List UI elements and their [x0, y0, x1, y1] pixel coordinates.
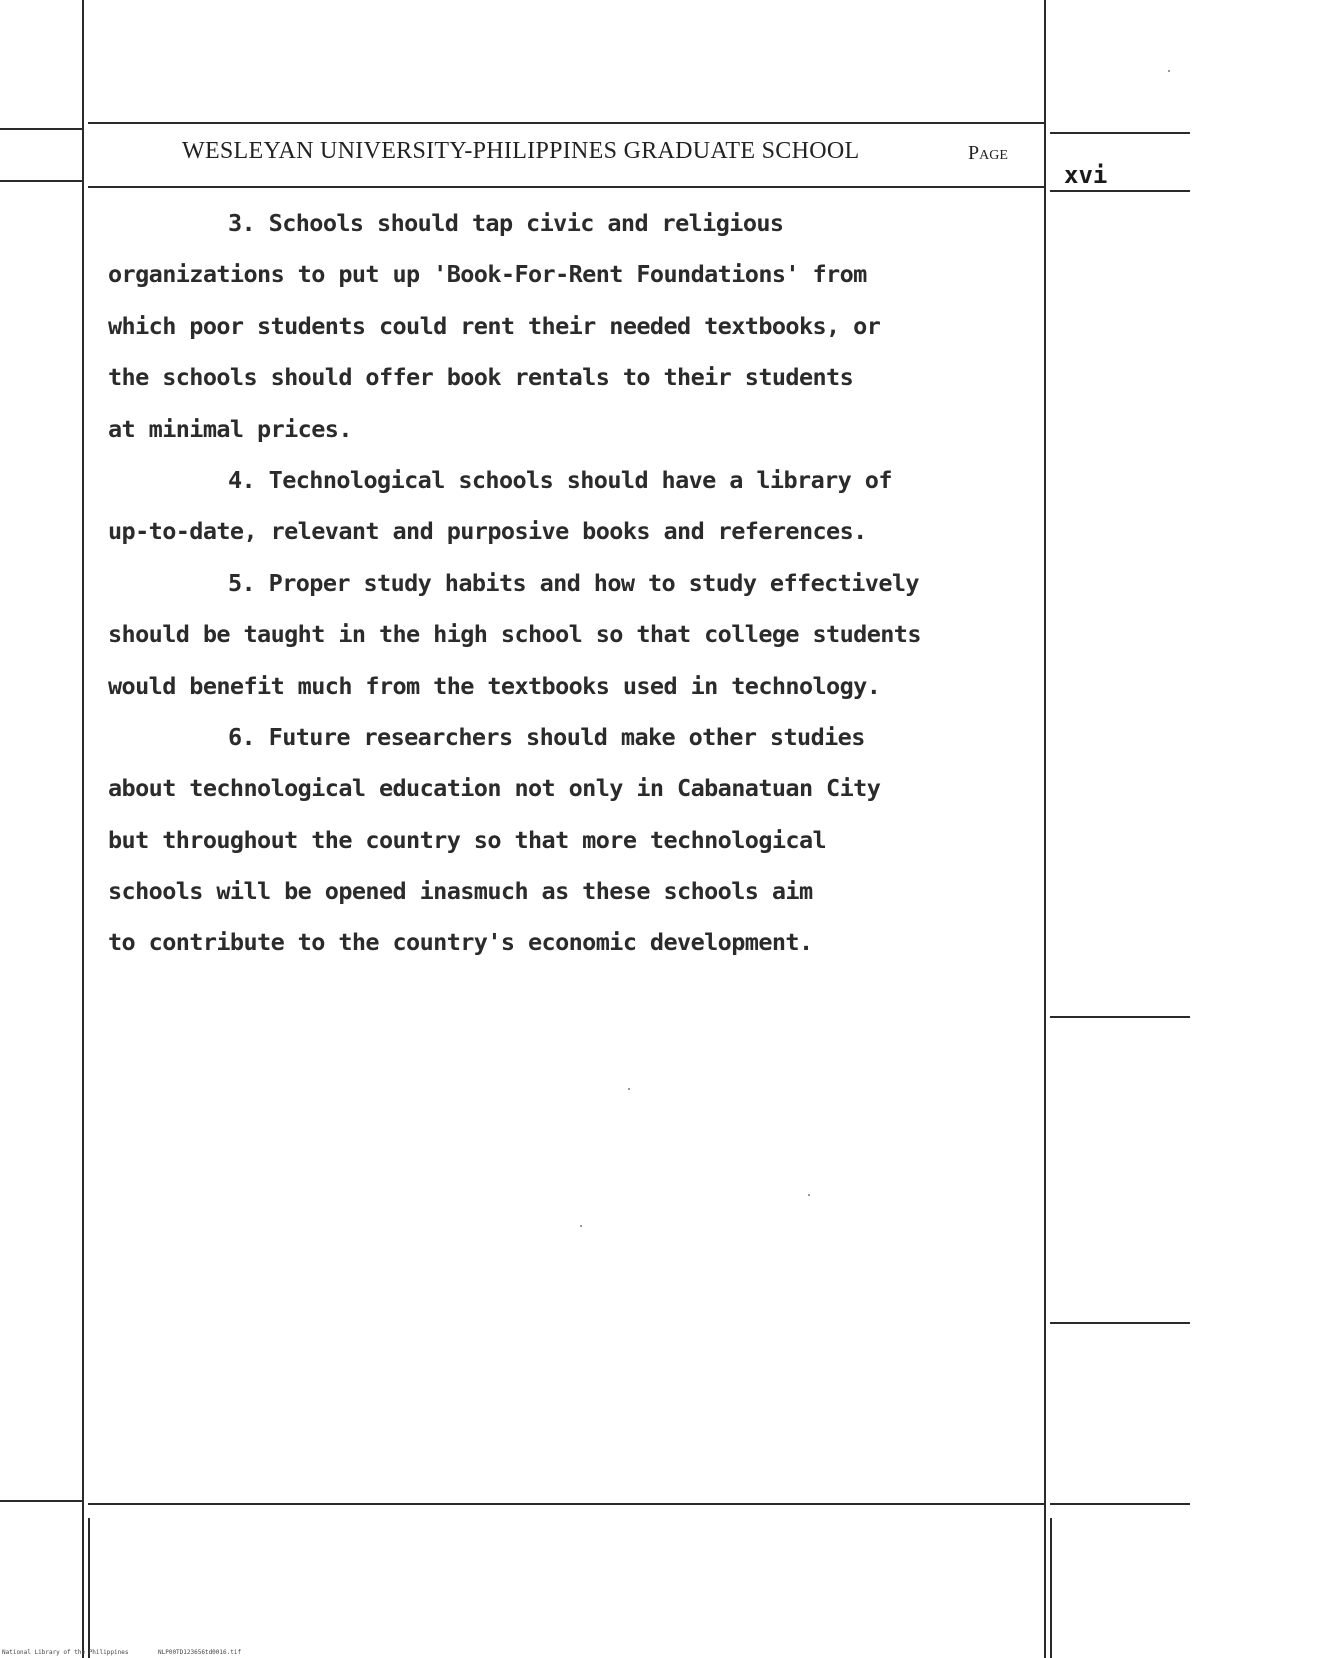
- text-line: at minimal prices.: [108, 414, 352, 443]
- left-top-rule: [0, 128, 82, 130]
- scan-speck: [580, 1225, 582, 1227]
- scan-speck: [808, 1194, 810, 1196]
- text-line: would benefit much from the textbooks used in technology.: [108, 671, 881, 700]
- right-lower-rule: [1050, 1322, 1190, 1324]
- text-line: up-to-date, relevant and purposive books and references.: [108, 517, 867, 546]
- left-footer-rule: [0, 1500, 82, 1502]
- left-mid-rule: [0, 180, 82, 182]
- scan-speck: [628, 1088, 630, 1090]
- right-top-rule: [1050, 132, 1190, 134]
- header-top-rule: [88, 122, 1044, 124]
- right-number-rule: [1050, 190, 1190, 192]
- text-line: the schools should offer book rentals to their students: [108, 363, 854, 392]
- text-line: but throughout the country so that more technological: [108, 825, 827, 854]
- footer-left-rule: [88, 1518, 90, 1658]
- text-line: 3. Schools should tap civic and religious: [228, 209, 784, 237]
- text-line: about technological education not only in Cabanatuan City: [108, 774, 881, 803]
- right-mid-rule: [1050, 1016, 1190, 1018]
- text-line: 4. Technological schools should have a library of: [228, 465, 892, 494]
- scan-speck: [1168, 70, 1170, 72]
- text-line: to contribute to the country's economic development.: [108, 928, 813, 957]
- text-line: should be taught in the high school so that college students: [108, 620, 921, 649]
- right-footer-rule: [1050, 1503, 1190, 1505]
- text-line: which poor students could rent their needed textbooks, or: [108, 311, 881, 340]
- recommendations-text: [108, 198, 1056, 969]
- scan-file-caption: NLP00TD123656td0016.tif: [158, 1649, 242, 1656]
- text-line: 6. Future researchers should make other studies: [228, 722, 865, 751]
- page-label: Page: [968, 142, 1008, 164]
- left-margin-rule: [82, 0, 84, 1658]
- institution-header: WESLEYAN UNIVERSITY-PHILIPPINES GRADUATE SCHOOL: [182, 138, 860, 164]
- scan-source-caption: National Library of the Philippines: [2, 1649, 129, 1656]
- text-line: organizations to put up 'Book-For-Rent Foundations' from: [108, 260, 867, 289]
- footer-rule: [88, 1503, 1044, 1505]
- page-number: xvi: [1064, 161, 1108, 189]
- footer-right-rule: [1050, 1518, 1052, 1658]
- header-bottom-rule: [88, 186, 1044, 188]
- text-line: schools will be opened inasmuch as these schools aim: [108, 877, 813, 906]
- text-line: 5. Proper study habits and how to study effectively: [228, 568, 919, 597]
